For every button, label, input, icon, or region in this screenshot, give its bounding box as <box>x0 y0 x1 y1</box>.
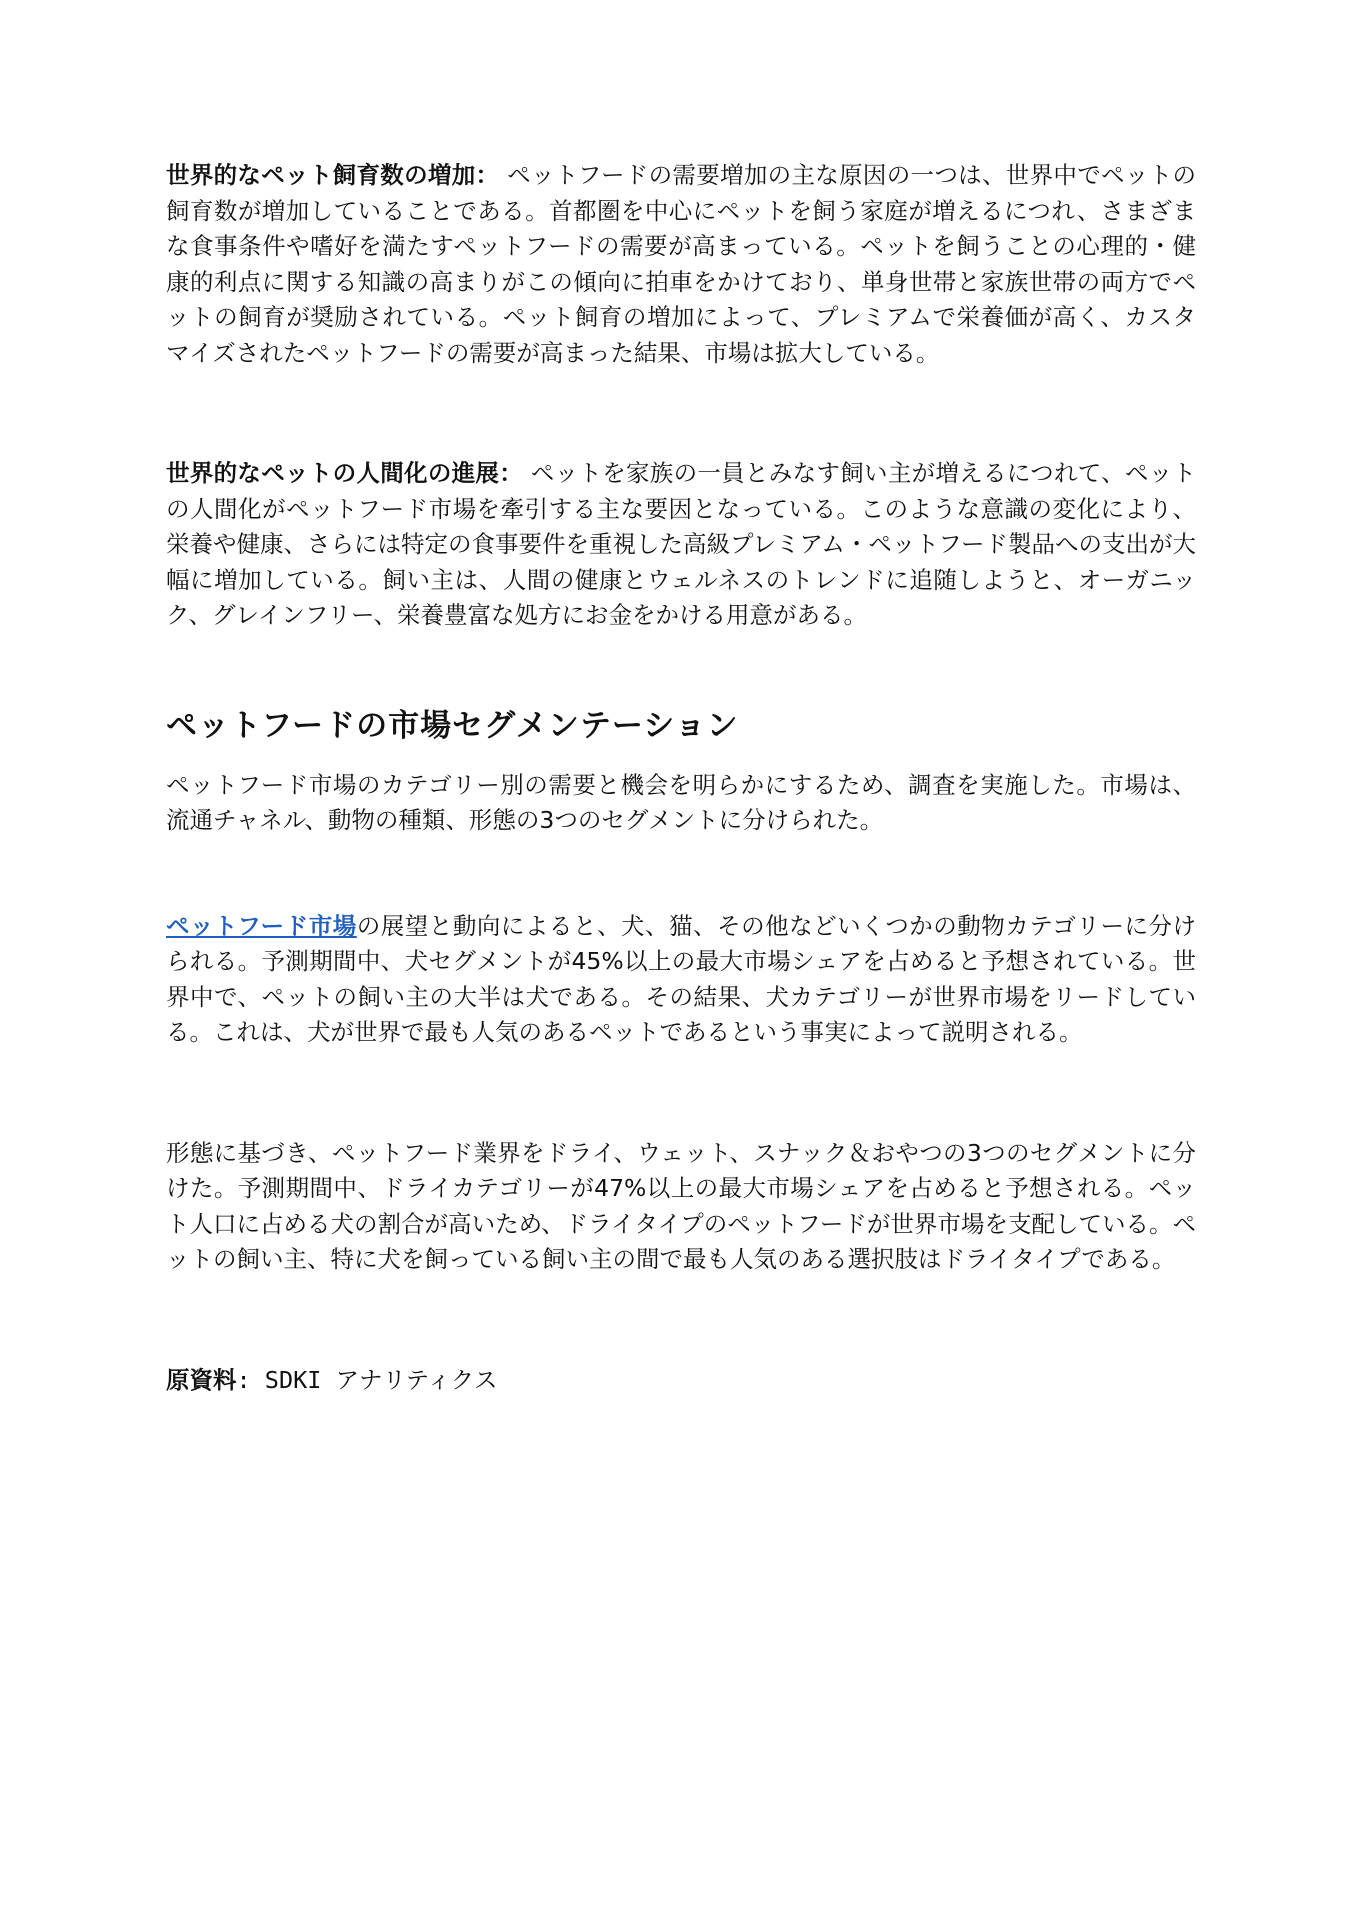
source-value: : SDKI アナリティクス <box>236 1365 498 1394</box>
segmentation-intro-paragraph: ペットフード市場のカテゴリー別の需要と機会を明らかにするため、調査を実施した。市場は、流通チャネル、動物の種類、形態の3つのセグメントに分けられた。 <box>166 770 1196 834</box>
animal-segment-text: の展望と動向によると、犬、猫、その他などいくつかの動物カテゴリーに分けられる。予測期間中、犬セグメントが45%以上の最大市場シェアを占めると予想されている。世界中で、ペットの飼い主の大半は犬である。その結果、犬カテゴリーが世界市場をリードしている。これは、犬が世界で最も人気のあるペットであるという事実によって説明される。 <box>166 911 1197 1046</box>
pet-food-market-link[interactable]: ペットフード市場 <box>166 911 357 940</box>
humanization-paragraph <box>166 456 1196 634</box>
humanization-text: ペットを家族の一員とみなす飼い主が増えるにつれて、ペットの人間化がペットフード市場を牽引する主な要因となっている。このような意識の変化により、栄養や健康、さらには特定の食事要件を重視した高級プレミアム・ペットフード製品への支出が大幅に増加している。飼い主は、人間の健康とウェルネスのトレンドに追随しようと、オーガニック、グレインフリー、栄養豊富な処方にお金をかける用意がある。 <box>166 459 1197 629</box>
segmentation-heading: ペットフードの市場セグメンテーション <box>166 707 739 744</box>
pet-ownership-paragraph <box>166 158 1196 371</box>
source-line <box>166 1363 1196 1399</box>
spacer <box>166 371 1196 456</box>
source-label: 原資料 <box>166 1365 237 1394</box>
form-segment-paragraph: 形態に基づき、ペットフード業界をドライ、ウェット、スナック＆おやつの3つのセグメントに分けた。予測期間中、ドライカテゴリーが47%以上の最大市場シェアを占めると予想される。ペット人口に占める犬の割合が高いため、ドライタイプのペットフードが世界市場を支配している。ペットの飼い主、特に犬を飼っている飼い主の間で最も人気のある選択肢はドライタイプである。 <box>166 1138 1196 1273</box>
spacer <box>166 1278 1196 1363</box>
pet-ownership-label: 世界的なペット飼育数の増加： <box>166 161 500 189</box>
spacer <box>166 634 1196 704</box>
spacer <box>166 839 1196 909</box>
document-page <box>166 158 1196 1398</box>
spacer <box>166 1051 1196 1136</box>
animal-segment-paragraph <box>166 909 1196 1051</box>
pet-ownership-text: ペットフードの需要増加の主な原因の一つは、世界中でペットの飼育数が増加していることである。首都圏を中心にペットを飼う家庭が増えるにつれ、さまざまな食事条件や嗜好を満たすペットフードの需要が高まっている。ペットを飼うことの心理的・健康的利点に関する知識の高まりがこの傾向に拍車をかけており、単身世帯と家族世帯の両方でペットの飼育が奨励されている。ペット飼育の増加によって、プレミアムで栄養価が高く、カスタマイズされたペットフードの需要が高まった結果、市場は拡大している。 <box>166 161 1196 367</box>
humanization-label: 世界的なペットの人間化の進展： <box>166 459 524 487</box>
